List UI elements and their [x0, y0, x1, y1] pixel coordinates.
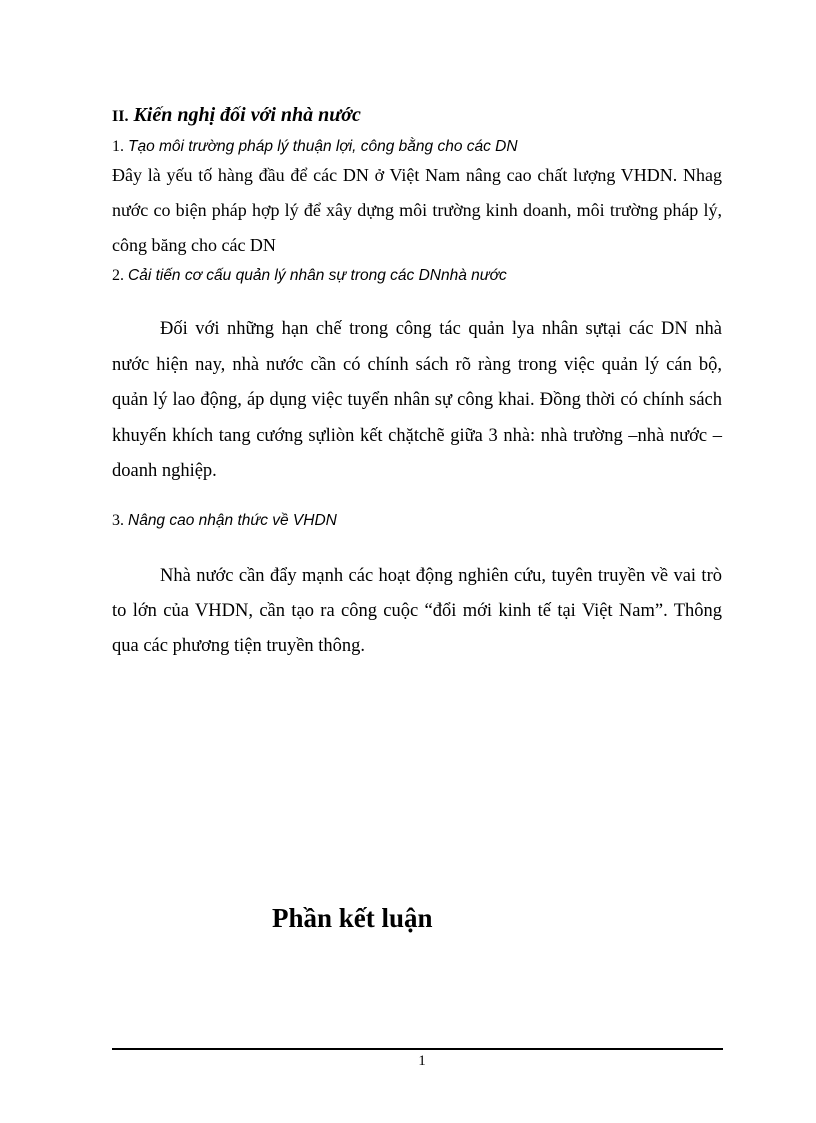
- conclusion-heading: Phần kết luận: [272, 903, 433, 933]
- item-3-heading: [112, 510, 722, 532]
- item-2-number: 2.: [112, 267, 124, 284]
- page-number: 1: [418, 1053, 426, 1069]
- item-3-number: 3.: [112, 512, 124, 529]
- item-3-title: Nâng cao nhận thức về VHDN: [128, 512, 337, 529]
- section-title: Kiến nghị đối với nhà nước: [133, 104, 361, 126]
- item-2-heading: [112, 265, 722, 287]
- footer-divider: [112, 1048, 723, 1050]
- section-roman-numeral: II.: [112, 108, 129, 125]
- item-1-heading: [112, 136, 722, 158]
- item-1-title: Tạo môi trường pháp lý thuận lợi, công bằng cho các DN: [128, 138, 518, 155]
- item-2-title: Cải tiến cơ cấu quản lý nhân sự trong các DNnhà nước: [128, 267, 507, 284]
- section-heading: [112, 101, 722, 131]
- item-1-number: 1.: [112, 138, 124, 155]
- item-3-paragraph: Nhà nước cần đẩy mạnh các hoạt động nghiên cứu, tuyên truyền về vai trò to lớn của VHDN, cần tạo ra công cuộc “đổi mới kinh tế tại Việt Nam”. Thông qua các phương tiện truyền thông.: [112, 566, 722, 656]
- item-1-paragraph: Đây là yếu tố hàng đầu để các DN ở Việt Nam nâng cao chất lượng VHDN. Nhag nước co biện pháp hợp lý để xây dựng môi trường kinh doanh, môi trường pháp lý, công băng cho các DN: [112, 165, 722, 255]
- item-2-paragraph: Đối với những hạn chế trong công tác quản lya nhân sựtại các DN nhà nước hiện nay, nhà nước cần có chính sách rõ ràng trong việc quản lý cán bộ, quản lý lao động, áp dụng việc tuyển nhân sự công khai. Đồng thời có chính sách khuyến khích tang cướng sựliòn kết chặtchẽ giữa 3 nhà: nhà trường –nhà nước – doanh nghiệp.: [112, 319, 722, 481]
